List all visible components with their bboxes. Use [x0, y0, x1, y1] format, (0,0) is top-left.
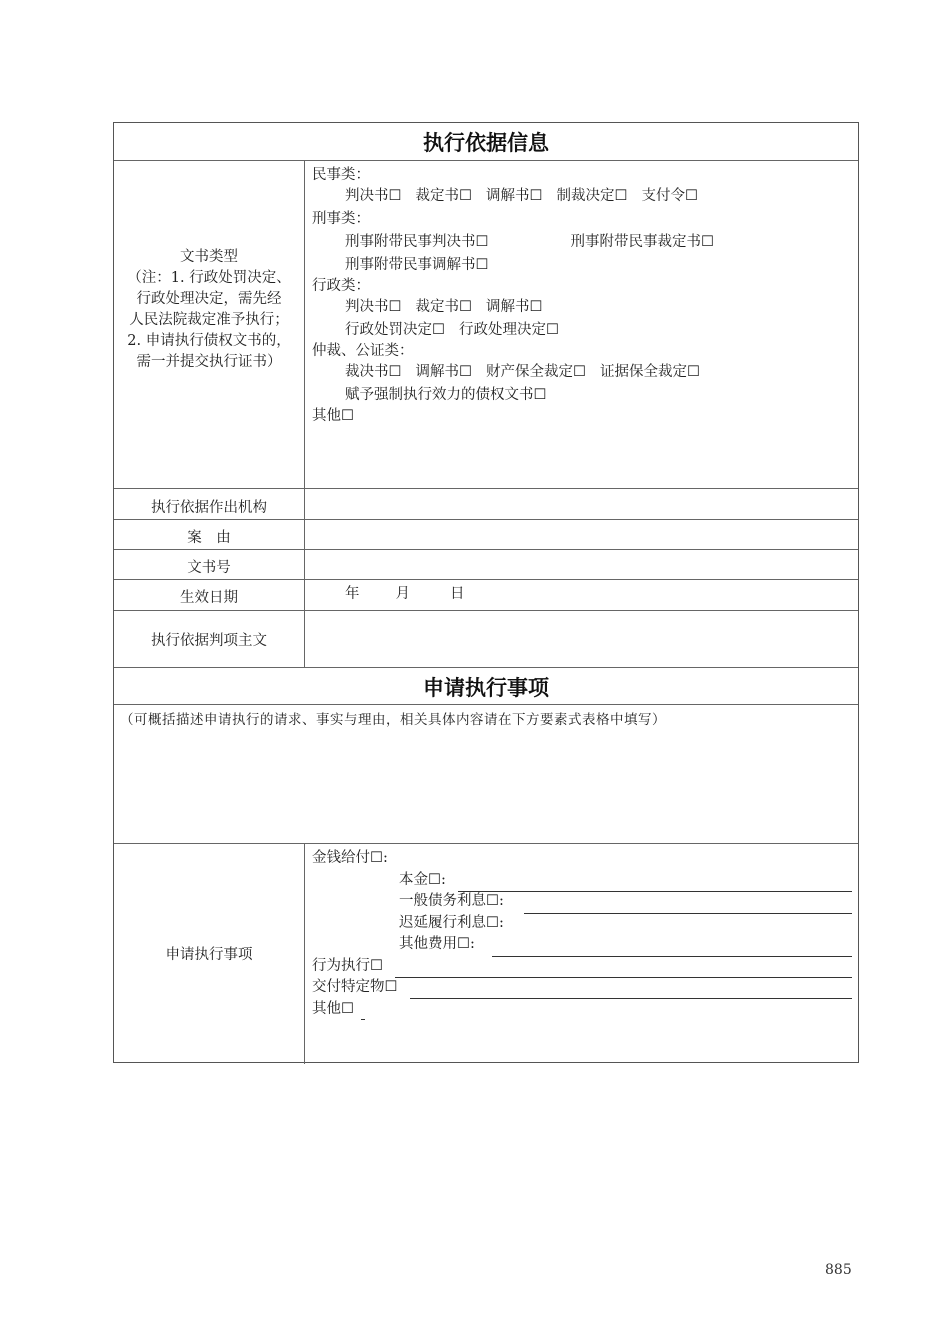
doc-type-note: 2. 申请执行债权文书的， — [127, 333, 291, 349]
checkbox-evidence-preservation[interactable]: 证据保全裁定☐ — [600, 364, 700, 380]
divider — [114, 610, 858, 611]
checkbox-act-performance[interactable]: 行为执行☐ — [312, 957, 383, 974]
checkbox-admin-handling[interactable]: 行政处理决定☐ — [459, 322, 559, 338]
checkbox-arbitration-mediation[interactable]: 调解书☐ — [415, 364, 472, 380]
doc-number-label: 文书号 — [187, 560, 231, 576]
doc-type-note: （注：1. 行政处罚决定、 — [127, 270, 291, 286]
checkbox-delivery-specific[interactable]: 交付特定物☐ — [312, 979, 398, 995]
page-number: 885 — [825, 1262, 852, 1278]
checkbox-delay-interest[interactable]: 迟延履行利息☐: — [399, 914, 504, 931]
doc-type-note: 行政处理决定，需先经 — [136, 291, 282, 307]
checkbox-matters-other[interactable]: 其他☐ — [312, 1000, 354, 1017]
doc-type-options — [312, 165, 852, 427]
matters-options — [312, 848, 504, 1020]
admin-items-2 — [312, 320, 852, 341]
checkbox-payment-order[interactable]: 支付令☐ — [641, 188, 698, 204]
checkbox-award[interactable]: 裁决书☐ — [345, 364, 402, 380]
cause-label: 案 由 — [187, 530, 231, 546]
act-performance-blank[interactable] — [395, 977, 852, 978]
admin-items — [312, 297, 852, 318]
other-blank[interactable] — [361, 1019, 365, 1020]
checkbox-criminal-civil-mediation[interactable]: 刑事附带民事调解书☐ — [345, 257, 489, 273]
matters-label: 申请执行事项 — [165, 947, 253, 963]
civil-heading: 民事类： — [312, 167, 370, 183]
delivery-specific-blank[interactable] — [410, 998, 852, 999]
divider — [114, 160, 858, 161]
checkbox-admin-ruling[interactable]: 裁定书☐ — [415, 299, 472, 315]
checkbox-admin-penalty[interactable]: 行政处罚决定☐ — [345, 322, 445, 338]
column-divider — [304, 843, 305, 1064]
divider — [114, 704, 858, 705]
checkbox-criminal-civil-judgment[interactable]: 刑事附带民事判决书☐ — [345, 234, 489, 250]
arbitration-heading: 仲裁、公证类： — [312, 343, 414, 359]
doc-type-label-block — [114, 247, 304, 373]
effective-date-label: 生效日期 — [180, 590, 238, 606]
divider — [114, 549, 858, 550]
column-divider — [304, 160, 305, 667]
general-interest-blank[interactable] — [524, 913, 852, 914]
checkbox-enforceable-debt-instrument[interactable]: 赋予强制执行效力的债权文书☐ — [345, 387, 547, 403]
checkbox-money-payment[interactable]: 金钱给付☐: — [312, 850, 388, 866]
checkbox-criminal-civil-ruling[interactable]: 刑事附带民事裁定书☐ — [570, 234, 714, 250]
issuing-authority-label: 执行依据作出机构 — [151, 500, 267, 516]
checkbox-principal[interactable]: 本金☐: — [399, 871, 446, 888]
criminal-heading: 刑事类： — [312, 211, 370, 227]
other-fees-blank[interactable] — [492, 956, 852, 957]
checkbox-other-fees[interactable]: 其他费用☐: — [399, 936, 475, 952]
admin-heading: 行政类： — [312, 278, 370, 294]
execution-application-form — [113, 122, 859, 1063]
arbitration-items — [312, 362, 852, 383]
checkbox-general-interest[interactable]: 一般债务利息☐: — [399, 893, 504, 909]
description-hint: （可概括描述申请执行的请求、事实与理由，相关具体内容请在下方要素式表格中填写） — [120, 712, 666, 728]
checkbox-admin-judgment[interactable]: 判决书☐ — [345, 299, 402, 315]
section-title-execution-basis: 执行依据信息 — [423, 131, 549, 155]
checkbox-doc-type-other[interactable]: 其他☐ — [312, 408, 354, 424]
checkbox-civil-ruling[interactable]: 裁定书☐ — [415, 188, 472, 204]
criminal-items — [312, 232, 852, 253]
divider — [114, 519, 858, 520]
divider — [114, 579, 858, 580]
divider — [114, 488, 858, 489]
civil-items — [312, 186, 852, 207]
checkbox-civil-judgment[interactable]: 判决书☐ — [345, 188, 402, 204]
doc-type-note: 需一并提交执行证书） — [136, 354, 282, 370]
doc-type-label: 文书类型 — [180, 249, 238, 265]
divider — [114, 667, 858, 668]
checkbox-admin-mediation[interactable]: 调解书☐ — [486, 299, 543, 315]
effective-date-field[interactable] — [345, 584, 465, 605]
principal-blank[interactable] — [458, 891, 852, 892]
main-text-label: 执行依据判项主文 — [151, 633, 267, 649]
checkbox-property-preservation[interactable]: 财产保全裁定☐ — [486, 364, 586, 380]
date-day: 日 — [450, 586, 465, 602]
checkbox-civil-sanction[interactable]: 制裁决定☐ — [556, 188, 628, 204]
doc-type-note: 人民法院裁定准予执行； — [129, 312, 289, 328]
date-year: 年 — [345, 586, 360, 602]
date-month: 月 — [395, 586, 410, 602]
divider — [114, 843, 858, 844]
section-title-application-matters: 申请执行事项 — [423, 676, 549, 700]
checkbox-civil-mediation[interactable]: 调解书☐ — [486, 188, 543, 204]
